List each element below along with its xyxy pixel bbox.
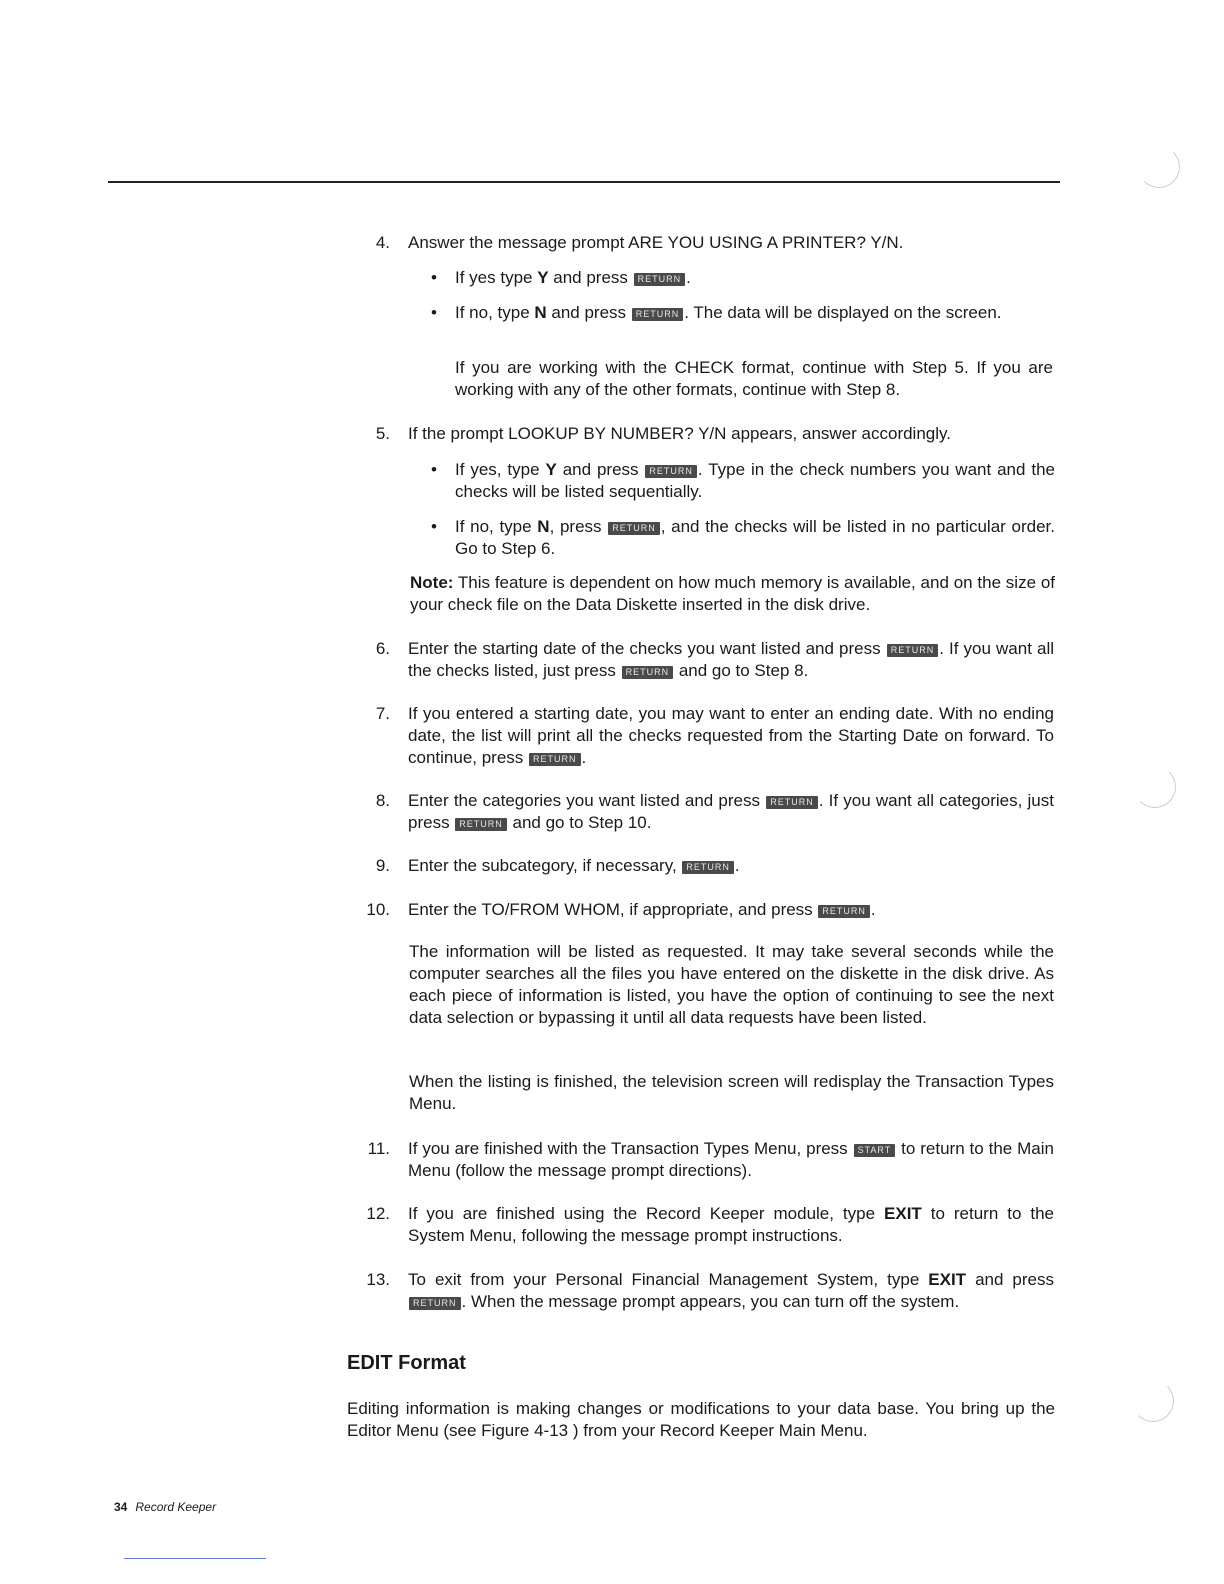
return-key-icon: RETURN <box>529 753 581 766</box>
step-5-text: If the prompt LOOKUP BY NUMBER? Y/N appears, answer accordingly. <box>408 424 951 443</box>
step-12-text: If you are finished using the Record Keeper module, type EXIT to return to the System Menu, following the message prompt instructions. <box>408 1204 1054 1245</box>
step-number: 12. <box>366 1204 390 1223</box>
step-7-text: If you entered a starting date, you may want to enter an ending date. With no ending date, the list will print all the checks requested from the Starting Date on forward. To continue, press RETURN . <box>408 704 1054 767</box>
page-footer <box>114 1496 216 1518</box>
step-number: 4. <box>375 233 390 252</box>
return-key-icon: RETURN <box>622 666 674 679</box>
hole-shadow-decoration <box>1138 146 1180 188</box>
step-4-bullet-yes: • If yes type Y and press RETURN . <box>455 267 1055 289</box>
step-number: 13. <box>366 1270 390 1289</box>
step-number: 5. <box>375 424 390 443</box>
step-number: 10. <box>366 900 390 919</box>
step-number: 8. <box>375 791 390 810</box>
footer-rule <box>124 1558 266 1559</box>
return-key-icon: RETURN <box>682 861 734 874</box>
hole-shadow-decoration <box>1132 1380 1174 1422</box>
hole-shadow-decoration <box>1134 766 1176 808</box>
return-key-icon: RETURN <box>634 273 686 286</box>
page-number: 34 <box>114 1500 128 1514</box>
step-10-paragraph-2: When the listing is finished, the television screen will redisplay the Transaction Types Menu. <box>409 1072 1054 1113</box>
footer-title: Record Keeper <box>135 1500 217 1514</box>
step-4-note: If you are working with the CHECK format, continue with Step 5. If you are working with any of the other formats, continue with Step 8. <box>455 358 1053 399</box>
step-5-bullet-no: • If no, type N, press RETURN , and the checks will be listed in no particular order. Go to Step 6. <box>455 516 1055 560</box>
step-5-note: Note: This feature is dependent on how much memory is available, and on the size of your check file on the Data Diskette inserted in the disk drive. <box>410 573 1055 614</box>
return-key-icon: RETURN <box>887 644 939 657</box>
step-number: 11. <box>367 1139 390 1158</box>
step-10-text: Enter the TO/FROM WHOM, if appropriate, and press RETURN . <box>408 900 876 919</box>
step-13-text: To exit from your Personal Financial Management System, type EXIT and press RETURN . When the message prompt appears, you can turn off the system. <box>408 1270 1054 1311</box>
step-6-text: Enter the starting date of the checks you want listed and press RETURN . If you want all the checks listed, just press RETURN and go to Step 8. <box>408 639 1055 680</box>
start-key-icon: START <box>854 1144 896 1157</box>
step-number: 9. <box>375 856 390 875</box>
header-rule <box>108 181 1060 183</box>
section-body: Editing information is making changes or modifications to your data base. You bring up the Editor Menu (see Figure 4-13 ) from your Record Keeper Main Menu. <box>347 1399 1055 1440</box>
step-9-text: Enter the subcategory, if necessary, RETURN . <box>408 856 740 875</box>
return-key-icon: RETURN <box>608 522 660 535</box>
step-number: 6. <box>375 639 390 658</box>
return-key-icon: RETURN <box>645 465 697 478</box>
step-5-bullet-yes: • If yes, type Y and press RETURN . Type in the check numbers you want and the checks will be listed sequentially. <box>455 459 1055 503</box>
return-key-icon: RETURN <box>818 905 870 918</box>
step-number: 7. <box>375 704 390 723</box>
return-key-icon: RETURN <box>409 1297 461 1310</box>
step-8-text: Enter the categories you want listed and press RETURN . If you want all categories, just press RETURN and go to Step 10. <box>408 791 1054 832</box>
return-key-icon: RETURN <box>632 308 684 321</box>
section-heading: EDIT Format <box>347 1352 466 1374</box>
step-4-text: Answer the message prompt ARE YOU USING A PRINTER? Y/N. <box>408 233 904 252</box>
step-11-text: If you are finished with the Transaction Types Menu, press START to return to the Main Menu (follow the message prompt directions). <box>408 1139 1054 1180</box>
step-10-paragraph-1: The information will be listed as requested. It may take several seconds while the computer searches all the files you have entered on the diskette in the disk drive. As each piece of information is listed, you have the option of continuing to see the next data selection or bypassing it until all data requests have been listed. <box>409 942 1054 1027</box>
return-key-icon: RETURN <box>766 796 818 809</box>
return-key-icon: RETURN <box>455 818 507 831</box>
step-4-bullet-no: • If no, type N and press RETURN . The data will be displayed on the screen. <box>455 302 1055 324</box>
